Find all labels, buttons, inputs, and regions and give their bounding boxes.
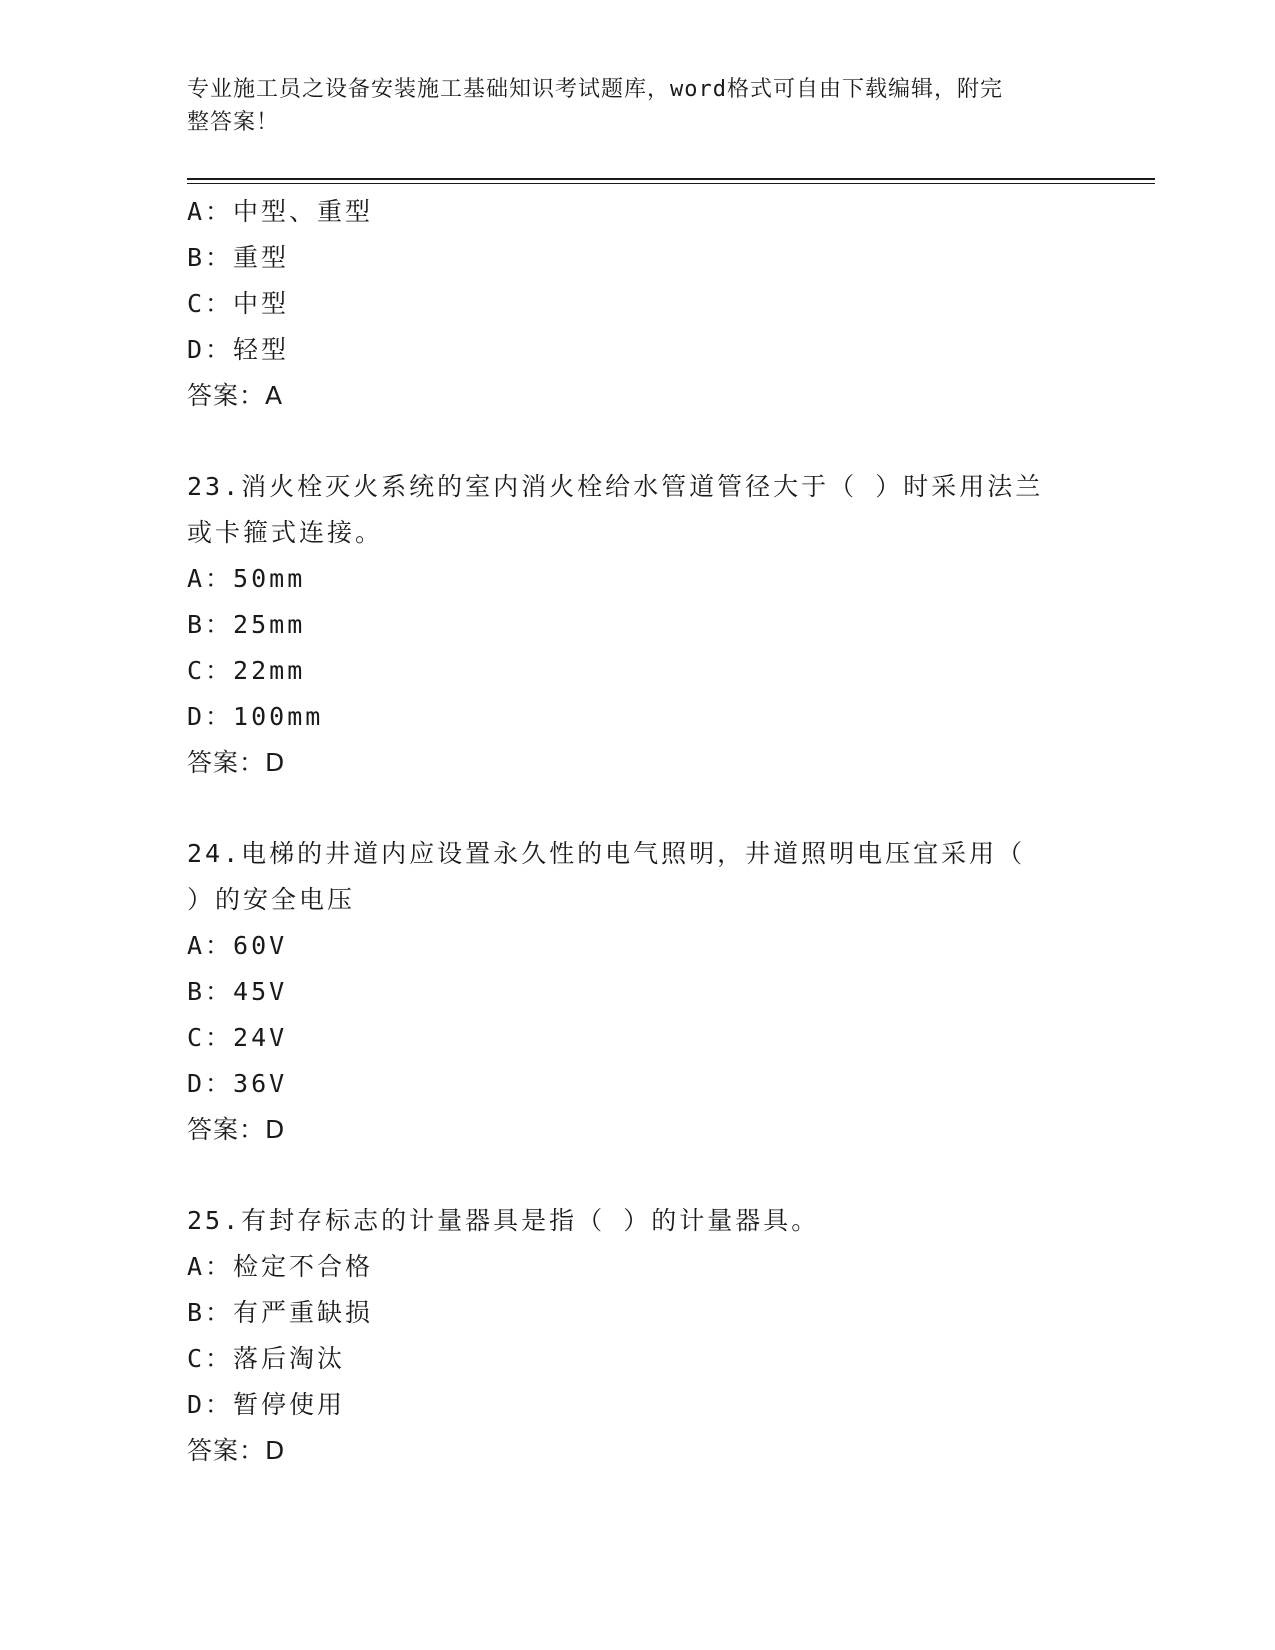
question-text-line-2: 或卡箍式连接。 [187, 518, 384, 547]
question-24 [187, 831, 1067, 1153]
answer: 答案：D [187, 1436, 286, 1465]
option-d: D：100mm [187, 702, 324, 731]
option-a: A：检定不合格 [187, 1252, 374, 1281]
option-a: A：中型、重型 [187, 197, 374, 226]
question-25 [187, 1198, 1067, 1474]
question-list [187, 189, 1067, 1474]
question-text-line-1: 25.有封存标志的计量器具是指（ ）的计量器具。 [187, 1206, 820, 1235]
option-b: B：25mm [187, 610, 306, 639]
option-b: B：有严重缺损 [187, 1298, 374, 1327]
answer: 答案：D [187, 748, 286, 777]
question-text-line-2: ）的安全电压 [187, 885, 356, 914]
option-d: D：轻型 [187, 335, 290, 364]
option-d: D：暂停使用 [187, 1390, 346, 1419]
option-b: B：45V [187, 977, 288, 1006]
question-23 [187, 464, 1067, 786]
question-text-line-1: 23.消火栓灭火系统的室内消火栓给水管道管径大于（ ）时采用法兰 [187, 472, 1044, 501]
option-a: A：50mm [187, 564, 306, 593]
header-divider-thick [187, 178, 1155, 180]
option-c: C：22mm [187, 656, 306, 685]
question-22 [187, 189, 1067, 419]
question-text-line-1: 24.电梯的井道内应设置永久性的电气照明，井道照明电压宜采用（ [187, 839, 1026, 868]
option-c: C：中型 [187, 289, 290, 318]
document-header [187, 73, 1067, 139]
option-c: C：落后淘汰 [187, 1344, 346, 1373]
option-d: D：36V [187, 1069, 288, 1098]
header-divider-thin [187, 183, 1155, 184]
option-c: C：24V [187, 1023, 288, 1052]
header-line-1: 专业施工员之设备安装施工基础知识考试题库，word格式可自由下载编辑，附完 [187, 77, 1003, 102]
option-b: B：重型 [187, 243, 290, 272]
option-a: A：60V [187, 931, 288, 960]
answer: 答案：A [187, 381, 284, 410]
answer: 答案：D [187, 1115, 286, 1144]
header-line-2: 整答案！ [187, 110, 280, 135]
